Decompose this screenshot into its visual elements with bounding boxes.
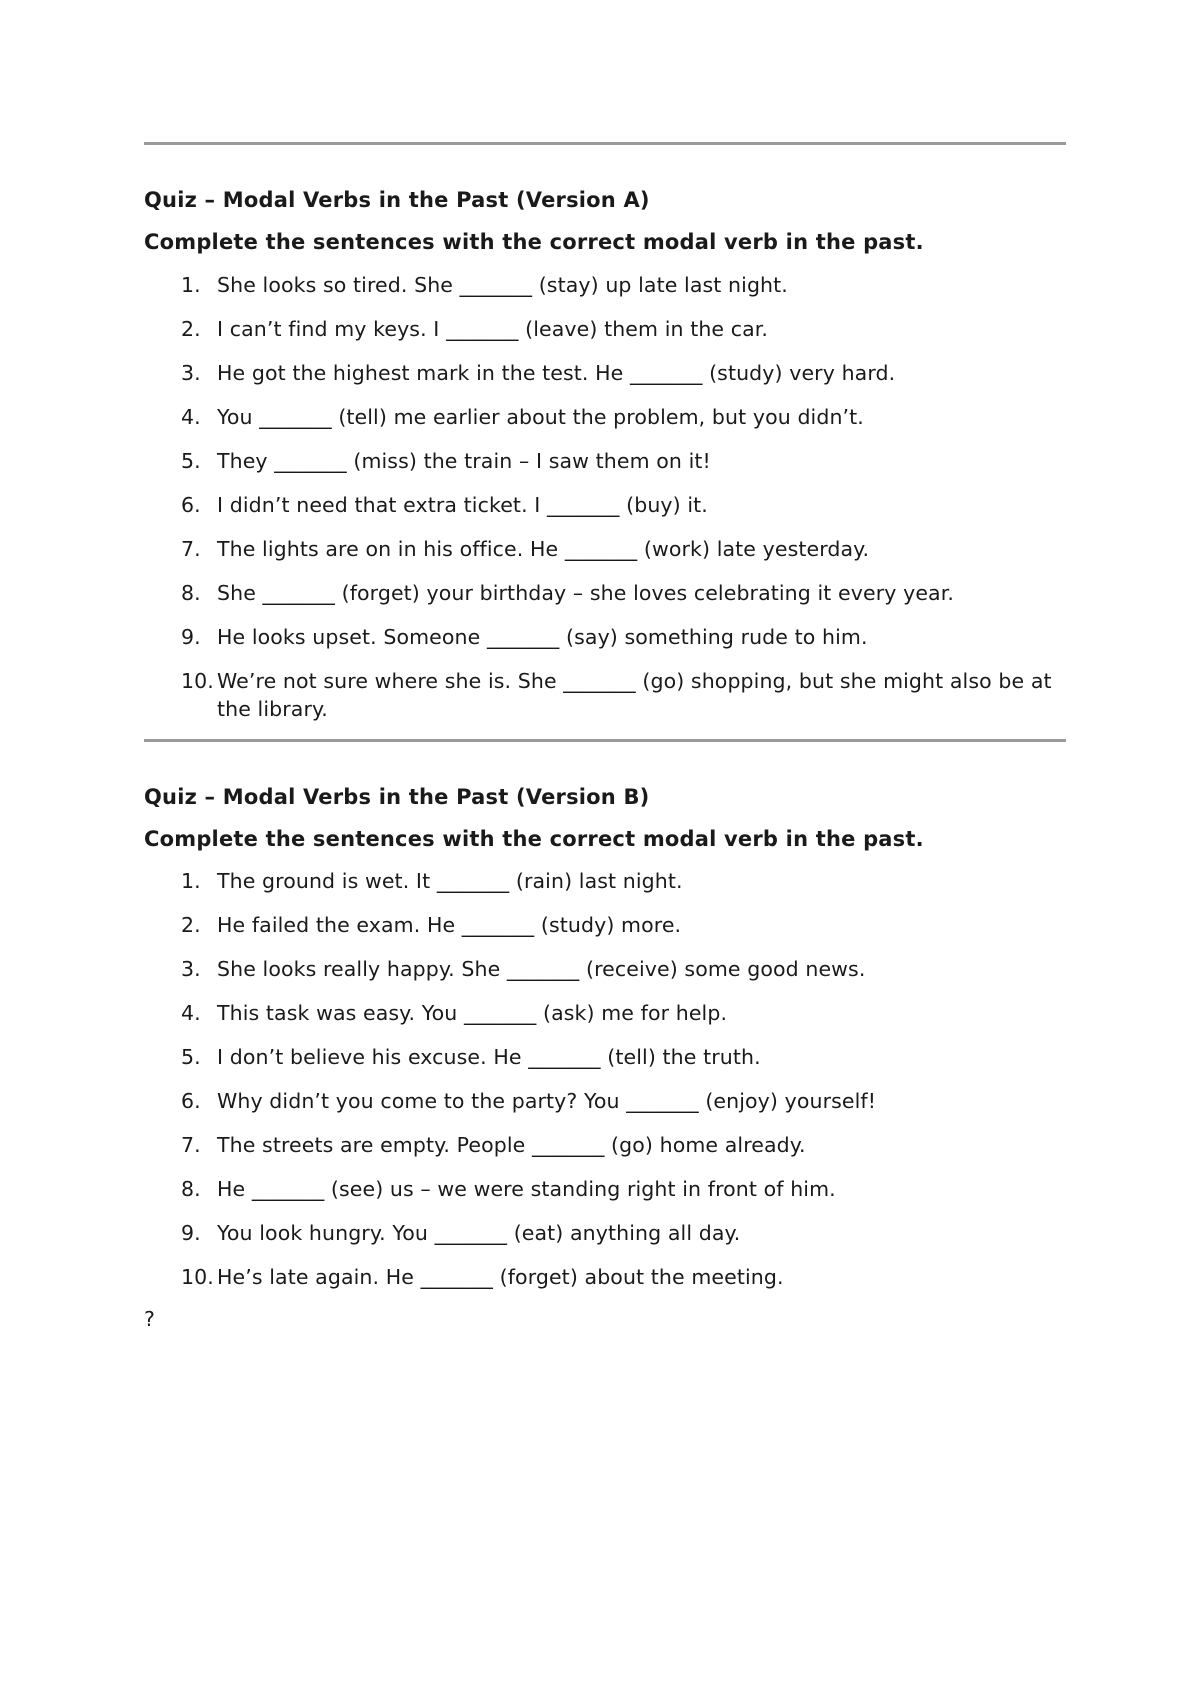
trailing-question-mark: ? [144,1307,155,1332]
question-text: He’s late again. He _______ (forget) about the meeting. [217,1265,784,1290]
question-item [144,911,1066,939]
question-number: 5. [181,1045,201,1070]
question-number: 3. [181,360,201,385]
question-number: 9. [181,624,201,649]
question-text: Why didn’t you come to the party? You _______ (enjoy) yourself! [217,1089,877,1114]
question-text: She _______ (forget) your birthday – she loves celebrating it every year. [217,580,954,605]
question-number: 10. [181,668,214,693]
question-number: 4. [181,1001,201,1026]
question-number: 8. [181,580,201,605]
question-item [144,579,1066,607]
question-text: They _______ (miss) the train – I saw them on it! [217,448,711,473]
question-text: You look hungry. You _______ (eat) anything all day. [217,1221,741,1246]
question-number: 2. [181,913,201,938]
question-item [144,1219,1066,1247]
quiz-b-title: Quiz – Modal Verbs in the Past (Version B) [144,784,650,809]
question-item [144,315,1066,343]
question-item [144,447,1066,475]
question-item [144,955,1066,983]
question-item [144,1131,1066,1159]
question-text: He _______ (see) us – we were standing right in front of him. [217,1177,836,1202]
quiz-version-b [144,784,1066,1292]
question-text: We’re not sure where she is. She _______ (go) shopping, but she might also be at the library. [217,668,1052,721]
question-text: You _______ (tell) me earlier about the problem, but you didn’t. [217,404,864,429]
question-number: 6. [181,1089,201,1114]
question-item [144,1043,1066,1071]
quiz-a-title: Quiz – Modal Verbs in the Past (Version A) [144,188,650,212]
question-number: 4. [181,404,201,429]
question-number: 1. [181,869,201,894]
question-item [144,999,1066,1027]
question-item [144,667,1066,723]
question-text: I can’t find my keys. I _______ (leave) them in the car. [217,316,769,341]
quiz-b-instruction: Complete the sentences with the correct modal verb in the past. [144,826,924,851]
question-text: I didn’t need that extra ticket. I _______ (buy) it. [217,492,708,517]
question-item [144,1175,1066,1203]
question-text: He failed the exam. He _______ (study) more. [217,913,682,938]
question-text: The streets are empty. People _______ (go) home already. [217,1133,806,1158]
question-item [144,623,1066,651]
question-number: 7. [181,1133,201,1158]
question-number: 2. [181,316,201,341]
question-text: She looks so tired. She _______ (stay) up late last night. [217,272,788,297]
question-item [144,271,1066,299]
question-number: 6. [181,492,201,517]
question-item [144,359,1066,387]
question-item [144,867,1066,895]
question-number: 7. [181,536,201,561]
question-text: I don’t believe his excuse. He _______ (tell) the truth. [217,1045,761,1070]
question-text: The ground is wet. It _______ (rain) last night. [217,869,683,894]
question-number: 8. [181,1177,201,1202]
section-divider [144,739,1066,742]
question-item [144,491,1066,519]
question-text: The lights are on in his office. He _______ (work) late yesterday. [217,536,870,561]
document-page [144,0,1066,1331]
quiz-b-question-list [144,867,1066,1291]
question-number: 9. [181,1221,201,1246]
top-divider [144,142,1066,145]
question-text: This task was easy. You _______ (ask) me for help. [217,1001,728,1026]
question-number: 1. [181,272,201,297]
question-number: 10. [181,1265,214,1290]
question-text: He got the highest mark in the test. He _______ (study) very hard. [217,360,896,385]
question-text: He looks upset. Someone _______ (say) something rude to him. [217,624,868,649]
quiz-a-question-list [144,271,1066,723]
quiz-a-instruction: Complete the sentences with the correct modal verb in the past. [144,230,924,255]
question-item [144,535,1066,563]
question-item [144,1263,1066,1291]
question-item [144,403,1066,431]
quiz-version-a [144,187,1066,723]
question-item [144,1087,1066,1115]
question-number: 3. [181,957,201,982]
question-text: She looks really happy. She _______ (receive) some good news. [217,957,866,982]
question-number: 5. [181,448,201,473]
